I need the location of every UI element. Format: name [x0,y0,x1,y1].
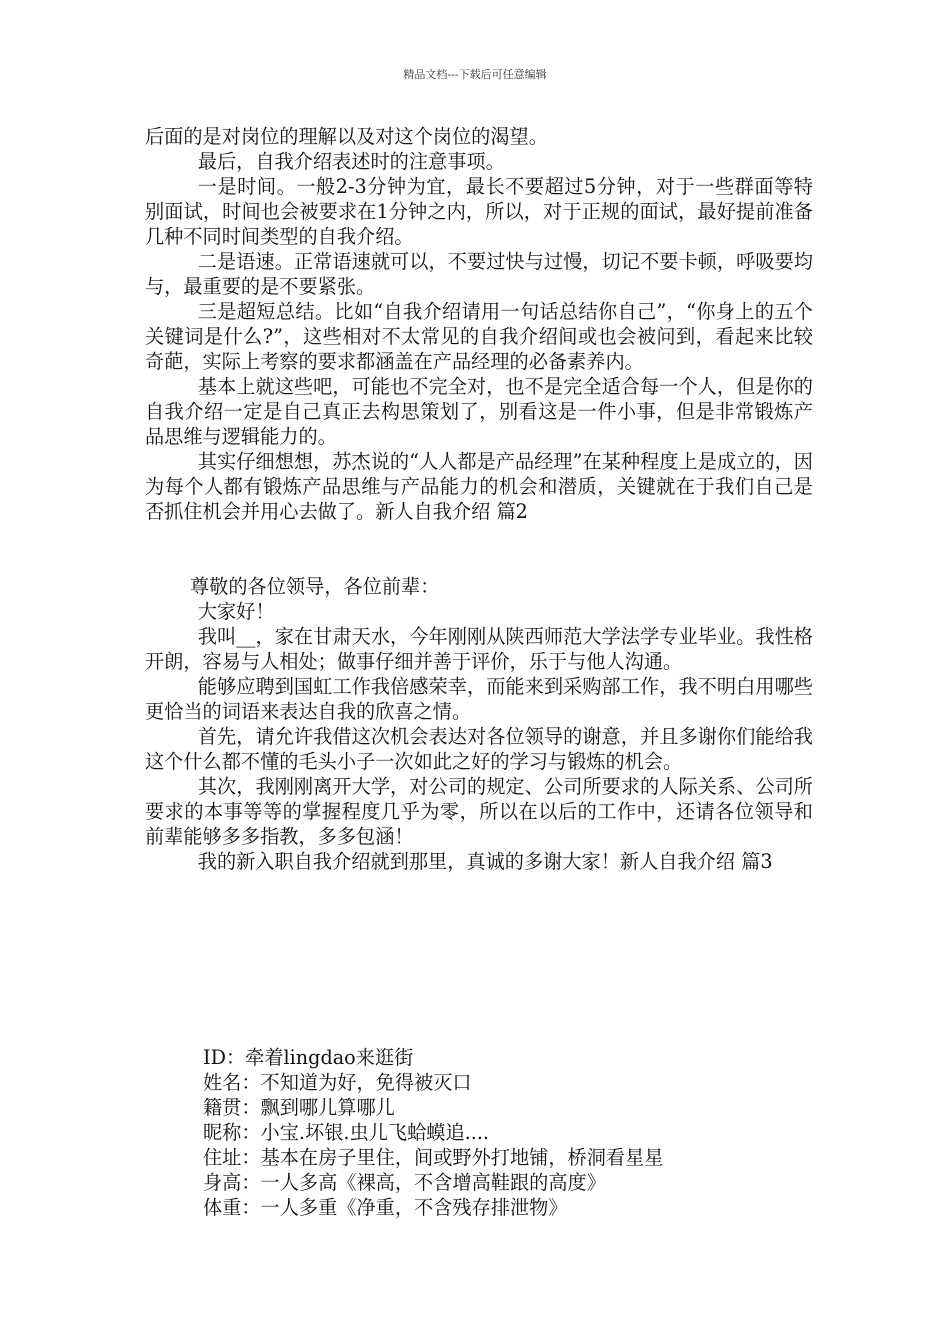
paragraph: 大家好！ [197,600,275,623]
page-header: 精品文档---下载后可任意编辑 [403,68,547,81]
profile-line: ID：牵着lingdao来逛街 [203,1046,414,1069]
paragraph: 二是语速。正常语速就可以，不要过快与过慢，切记不要卡顿，呼吸要均与，最重要的是不要紧张。 [145,250,813,298]
paragraph: 基本上就这些吧，可能也不完全对，也不是完全适合每一个人，但是你的自我介绍一定是自己真正去构思策划了，别看这是一件小事，但是非常锻炼产品思维与逻辑能力的。 [145,375,813,448]
paragraph: 一是时间。一般2-3分钟为宜，最长不要超过5分钟，对于一些群面等特别面试，时间也会被要求在1分钟之内，所以，对于正规的面试，最好提前准备几种不同时间类型的自我介绍。 [145,175,813,248]
paragraph: 最后，自我介绍表述时的注意事项。 [197,150,505,173]
profile-line: 籍贯：飘到哪儿算哪儿 [203,1096,395,1119]
profile-block [203,1045,664,1220]
profile-line: 昵称：小宝.坏银.虫儿飞蛤蟆追.... [203,1121,490,1144]
profile-line: 身高：一人多高《裸高，不含增高鞋跟的高度》 [203,1171,606,1194]
paragraph: 后面的是对岗位的理解以及对这个岗位的渴望。 [145,125,548,148]
paragraph: 三是超短总结。比如“自我介绍请用一句话总结你自己”，“你身上的五个关键词是什么?”，这些相对不太常见的自我介绍间或也会被问到，看起来比较奇葩，实际上考察的要求都涵盖在产品经理的必备素养内。 [145,300,813,373]
paragraph: 其实仔细想想，苏杰说的“人人都是产品经理”在某种程度上是成立的，因为每个人都有锻炼产品思维与产品能力的机会和潜质，关键就在于我们自己是否抓住机会并用心去做了。新人自我介绍 篇2 [145,450,813,523]
paragraph: 我叫__，家在甘肃天水，今年刚刚从陕西师范大学法学专业毕业。我性格开朗，容易与人相处；做事仔细并善于评价，乐于与他人沟通。 [145,625,813,673]
paragraph: 其次，我刚刚离开大学，对公司的规定、公司所要求的人际关系、公司所要求的本事等等的掌握程度几乎为零，所以在以后的工作中，还请各位领导和前辈能够多多指教，多多包涵！ [145,775,813,848]
salutation: 尊敬的各位领导，各位前辈： [190,575,440,598]
paragraph: 能够应聘到国虹工作我倍感荣幸，而能来到采购部工作，我不明白用哪些更恰当的词语来表达自我的欣喜之情。 [145,675,813,723]
section-gap [145,524,813,574]
profile-line: 姓名：不知道为好，免得被灭口 [203,1071,472,1094]
profile-line: 体重：一人多重《净重，不含残存排泄物》 [203,1196,568,1219]
paragraph: 首先，请允许我借这次机会表达对各位领导的谢意，并且多谢你们能给我这个什么都不懂的毛头小子一次如此之好的学习与锻炼的机会。 [145,725,813,773]
paragraph: 我的新入职自我介绍就到那里，真诚的多谢大家！新人自我介绍 篇3 [197,850,773,873]
profile-line: 住址：基本在房子里住，间或野外打地铺，桥洞看星星 [203,1146,664,1169]
document-body [145,124,813,874]
